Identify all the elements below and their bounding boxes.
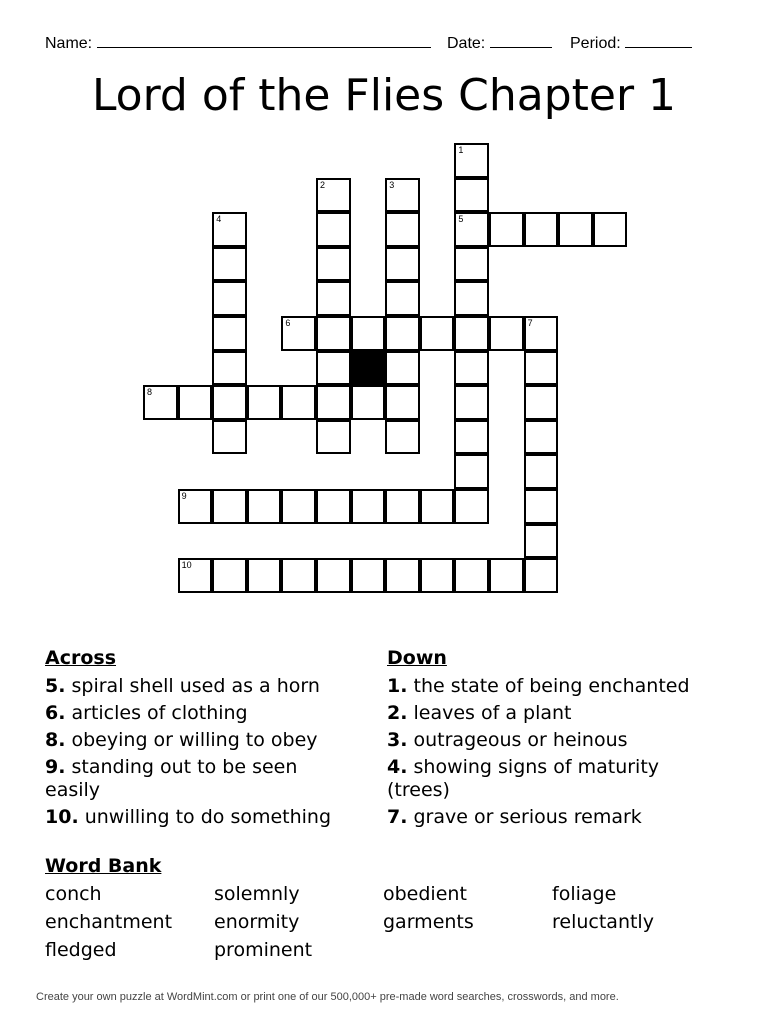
word-bank-item: fledged <box>45 939 117 961</box>
crossword-cell[interactable] <box>247 385 282 420</box>
crossword-cell[interactable] <box>385 420 420 455</box>
crossword-cell[interactable] <box>281 558 316 593</box>
word-bank-item: prominent <box>214 939 313 961</box>
clue-number: 7. <box>387 806 408 828</box>
clue-across-8 <box>45 729 350 752</box>
crossword-cell[interactable] <box>212 558 247 593</box>
clue-number-label: 7 <box>527 318 533 328</box>
crossword-cell[interactable] <box>420 558 455 593</box>
crossword-cell[interactable] <box>281 385 316 420</box>
crossword-cell[interactable] <box>420 316 455 351</box>
crossword-cell[interactable] <box>524 385 559 420</box>
clue-number-label: 9 <box>181 491 187 501</box>
crossword-cell[interactable] <box>385 212 420 247</box>
crossword-cell[interactable] <box>385 247 420 282</box>
word-bank-heading: Word Bank <box>45 855 162 877</box>
clue-number-label: 2 <box>320 179 326 190</box>
crossword-cell[interactable] <box>281 316 316 351</box>
clue-text: outrageous or heinous <box>413 729 628 751</box>
clue-text: standing out to be seen easily <box>45 756 298 801</box>
clue-number: 10. <box>45 806 79 828</box>
crossword-cell[interactable] <box>212 247 247 282</box>
down-heading: Down <box>387 647 447 669</box>
clue-text: obeying or willing to obey <box>71 729 318 751</box>
crossword-cell[interactable] <box>212 420 247 455</box>
crossword-cell[interactable] <box>593 212 628 247</box>
crossword-cell[interactable] <box>489 558 524 593</box>
word-bank-item: garments <box>383 911 474 933</box>
crossword-cell[interactable] <box>316 385 351 420</box>
crossword-cell[interactable] <box>385 385 420 420</box>
clue-text: articles of clothing <box>71 702 248 724</box>
crossword-cell[interactable] <box>454 351 489 386</box>
crossword-cell[interactable] <box>524 558 559 593</box>
clue-number-label: 8 <box>147 387 153 398</box>
crossword-cell[interactable] <box>454 420 489 455</box>
crossword-cell[interactable] <box>316 316 351 351</box>
crossword-cell[interactable] <box>454 212 489 247</box>
crossword-cell[interactable] <box>489 316 524 351</box>
word-bank <box>45 855 735 961</box>
crossword-cell[interactable] <box>351 385 386 420</box>
clue-number-label: 1 <box>458 145 464 155</box>
crossword-cell[interactable] <box>454 143 489 178</box>
clue-number: 4. <box>387 756 408 778</box>
crossword-cell[interactable] <box>454 385 489 420</box>
crossword-cell[interactable] <box>524 212 559 247</box>
clue-number: 1. <box>387 675 408 697</box>
crossword-cell[interactable] <box>454 316 489 351</box>
clue-number: 5. <box>45 675 66 697</box>
crossword-cell[interactable] <box>212 281 247 316</box>
crossword-cell[interactable] <box>316 178 351 213</box>
crossword-cell[interactable] <box>316 420 351 455</box>
clue-number: 8. <box>45 729 66 751</box>
word-bank-item: conch <box>45 883 102 905</box>
clue-text: showing signs of maturity (trees) <box>387 756 660 801</box>
clue-across-5 <box>45 675 350 698</box>
crossword-cell[interactable] <box>212 385 247 420</box>
word-bank-item: obedient <box>383 883 467 905</box>
word-bank-item: enchantment <box>45 911 173 933</box>
crossword-cell[interactable] <box>454 454 489 489</box>
clue-across-10 <box>45 806 350 829</box>
crossword-black-cell <box>351 351 386 386</box>
clue-number-label: 3 <box>389 179 395 190</box>
crossword-cell[interactable] <box>524 351 559 386</box>
crossword-cell[interactable] <box>316 558 351 593</box>
crossword-cell[interactable] <box>247 558 282 593</box>
crossword-cell[interactable] <box>351 489 386 524</box>
clue-down-1 <box>387 675 727 698</box>
crossword-cell[interactable] <box>316 212 351 247</box>
word-bank-item: solemnly <box>214 883 300 905</box>
clue-text: leaves of a plant <box>413 702 572 724</box>
crossword-cell[interactable] <box>454 558 489 593</box>
crossword-cell[interactable] <box>178 385 213 420</box>
clue-across-6 <box>45 702 350 725</box>
clue-number-label: 10 <box>181 560 192 571</box>
crossword-cell[interactable] <box>212 316 247 351</box>
crossword-cell[interactable] <box>558 212 593 247</box>
crossword-cell[interactable] <box>385 281 420 316</box>
crossword-cell[interactable] <box>178 558 213 593</box>
crossword-cell[interactable] <box>385 316 420 351</box>
crossword-cell[interactable] <box>420 489 455 524</box>
clue-number: 9. <box>45 756 66 778</box>
clue-text: unwilling to do something <box>84 806 332 828</box>
word-bank-item: reluctantly <box>552 911 654 933</box>
clue-down-2 <box>387 702 727 725</box>
word-bank-item: enormity <box>214 911 300 933</box>
clue-number-label: 6 <box>285 318 291 328</box>
crossword-cell[interactable] <box>351 558 386 593</box>
page-title: Lord of the Flies Chapter 1 <box>91 70 677 121</box>
clue-across-9 <box>45 756 350 802</box>
crossword-cell[interactable] <box>316 281 351 316</box>
crossword-cell[interactable] <box>524 524 559 559</box>
clue-down-3 <box>387 729 727 752</box>
clue-number-label: 5 <box>458 214 464 225</box>
crossword-cell[interactable] <box>281 489 316 524</box>
word-bank-list <box>45 883 735 961</box>
clue-text: grave or serious remark <box>413 806 642 828</box>
footer-credit: Create your own puzzle at WordMint.com or print one of our 500,000+ pre-made word searches, crosswords, and more. <box>36 991 619 1003</box>
crossword-cell[interactable] <box>316 247 351 282</box>
across-heading: Across <box>45 647 117 669</box>
crossword-cell[interactable] <box>524 316 559 351</box>
date-label: Date: <box>447 35 486 52</box>
crossword-cell[interactable] <box>454 489 489 524</box>
crossword-cell[interactable] <box>385 351 420 386</box>
crossword-cell[interactable] <box>385 489 420 524</box>
crossword-cell[interactable] <box>489 212 524 247</box>
crossword-cell[interactable] <box>524 489 559 524</box>
clue-text: the state of being enchanted <box>413 675 690 697</box>
crossword-cell[interactable] <box>212 351 247 386</box>
crossword-cell[interactable] <box>524 420 559 455</box>
crossword-cell[interactable] <box>454 247 489 282</box>
crossword-cell[interactable] <box>316 351 351 386</box>
crossword-cell[interactable] <box>524 454 559 489</box>
crossword-cell[interactable] <box>212 489 247 524</box>
period-label: Period: <box>570 35 621 52</box>
word-bank-item: foliage <box>552 883 617 905</box>
crossword-cell[interactable] <box>178 489 213 524</box>
clue-number: 3. <box>387 729 408 751</box>
crossword-cell[interactable] <box>247 489 282 524</box>
crossword-cell[interactable] <box>454 178 489 213</box>
crossword-cell[interactable] <box>351 316 386 351</box>
crossword-cell[interactable] <box>143 385 178 420</box>
down-clues <box>387 647 727 833</box>
crossword-cell[interactable] <box>212 212 247 247</box>
crossword-cell[interactable] <box>385 178 420 213</box>
clue-text: spiral shell used as a horn <box>71 675 320 697</box>
clue-down-4 <box>387 756 727 802</box>
clue-number: 2. <box>387 702 408 724</box>
crossword-cell[interactable] <box>316 489 351 524</box>
clue-number-label: 4 <box>216 214 222 225</box>
across-clues <box>45 647 350 833</box>
clue-number: 6. <box>45 702 66 724</box>
name-label: Name: <box>45 35 93 52</box>
crossword-cell[interactable] <box>454 281 489 316</box>
clue-down-7 <box>387 806 727 829</box>
crossword-cell[interactable] <box>385 558 420 593</box>
